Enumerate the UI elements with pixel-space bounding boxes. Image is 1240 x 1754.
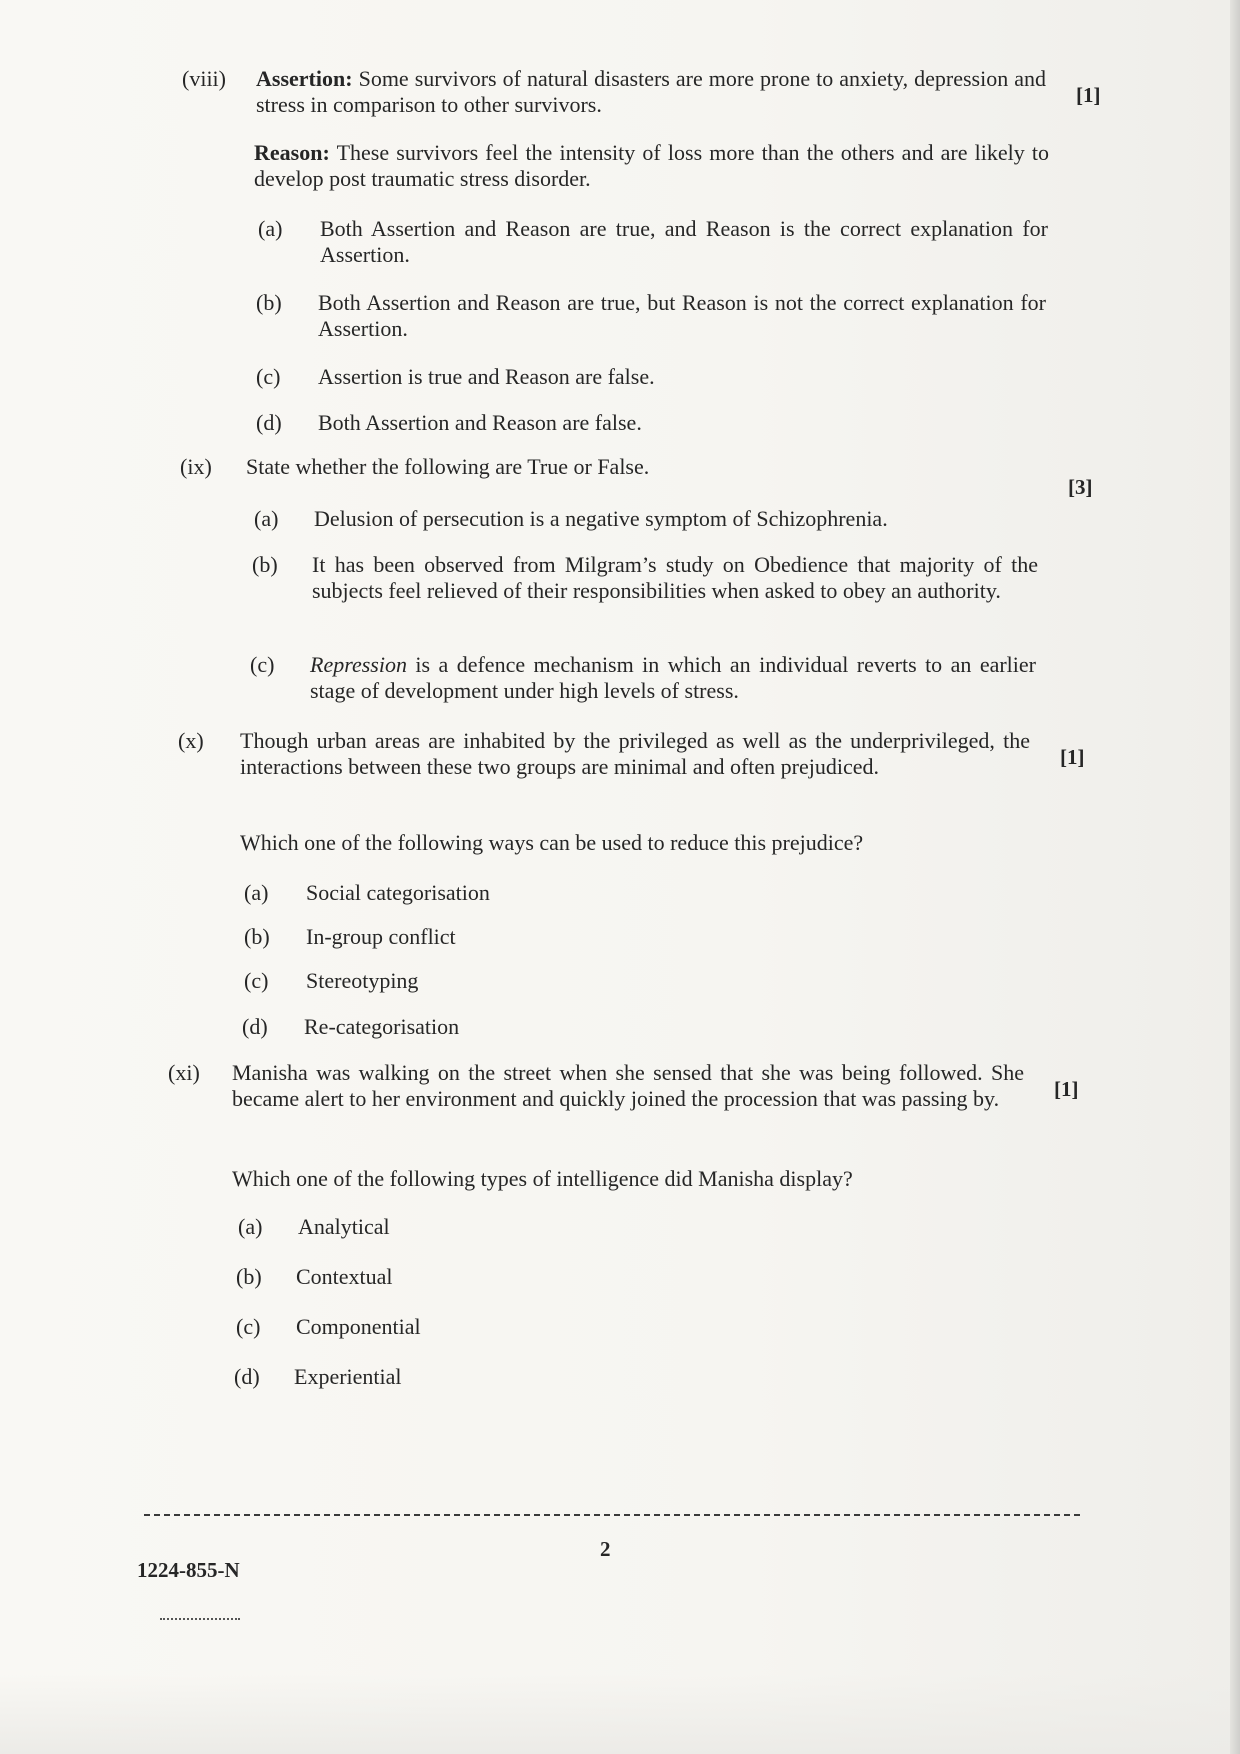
option-label: (b)	[252, 552, 278, 577]
option-xi-b	[236, 1264, 936, 1294]
option-ix-c	[250, 652, 1040, 708]
option-viii-a	[258, 216, 1048, 272]
question-number: (viii)	[182, 66, 226, 91]
option-label: (c)	[236, 1314, 261, 1339]
question-number: (ix)	[180, 454, 212, 479]
marks: [3]	[1068, 475, 1093, 499]
question-xi	[168, 1060, 1088, 1144]
option-x-c	[244, 968, 944, 998]
page-number: 2	[600, 1537, 611, 1561]
reason-text: These survivors feel the intensity of loss more than the others and are likely to develop post traumatic stress disorder.	[254, 140, 1050, 191]
option-viii-b	[256, 290, 1046, 346]
paper-code: 1224-855-N	[137, 1558, 240, 1582]
option-label: (b)	[256, 290, 282, 315]
option-xi-d	[234, 1364, 934, 1394]
option-xi-c	[236, 1314, 936, 1344]
question-xi-prompt	[232, 1166, 1022, 1192]
assertion	[256, 66, 1046, 118]
option-label: (a)	[258, 216, 283, 241]
question-text: Though urban areas are inhabited by the privileged as well as the underprivileged, the interactions between these two groups are minimal and often prejudiced.	[240, 728, 1030, 779]
option-x-b	[244, 924, 944, 954]
option-x-d	[242, 1014, 942, 1044]
option-viii-c	[256, 364, 1046, 394]
option-text: It has been observed from Milgram’s study on Obedience that majority of the subjects feel relieved of their responsibilities when asked to obey an authority.	[312, 552, 1038, 603]
question-x-prompt	[240, 830, 1030, 856]
option-text: In-group conflict	[306, 924, 456, 949]
option-label: (d)	[242, 1014, 268, 1039]
reason-label: Reason:	[254, 140, 330, 165]
option-text: Contextual	[296, 1264, 393, 1289]
question-number: (x)	[178, 728, 204, 753]
scan-shadow-bottom	[0, 1674, 1240, 1754]
option-text: Delusion of persecution is a negative symptom of Schizophrenia.	[314, 506, 888, 531]
option-viii-d	[256, 410, 1046, 440]
reason	[254, 140, 1049, 192]
option-x-a	[244, 880, 944, 910]
option-label: (a)	[244, 880, 269, 905]
marks: [1]	[1054, 1077, 1079, 1101]
option-label: (d)	[256, 410, 282, 435]
option-label: (c)	[256, 364, 281, 389]
option-label: (d)	[234, 1364, 260, 1389]
option-text: Experiential	[294, 1364, 402, 1389]
question-viii	[182, 66, 1112, 126]
marks: [1]	[1076, 83, 1101, 107]
italic-term: Repression	[310, 652, 407, 677]
question-prompt: Which one of the following types of intelligence did Manisha display?	[232, 1166, 853, 1191]
scan-mark	[160, 1618, 240, 1622]
option-text: Both Assertion and Reason are true, but Reason is not the correct explanation for Assertion.	[318, 290, 1046, 341]
option-text: Re-categorisation	[304, 1014, 460, 1039]
question-x	[178, 728, 1098, 812]
option-text: Both Assertion and Reason are true, and Reason is the correct explanation for Assertion.	[320, 216, 1048, 267]
option-ix-a	[254, 506, 1044, 536]
option-text: Stereotyping	[306, 968, 419, 993]
question-text: Manisha was walking on the street when she sensed that she was being followed. She became alert to her environment and quickly joined the procession that was passing by.	[232, 1060, 1024, 1111]
option-label: (b)	[236, 1264, 262, 1289]
option-label: (c)	[244, 968, 269, 993]
option-text	[310, 652, 1036, 704]
option-text: Assertion is true and Reason are false.	[318, 364, 655, 389]
assertion-text: Some survivors of natural disasters are more prone to anxiety, depression and stress in comparison to other survivors.	[256, 66, 1046, 117]
question-text: State whether the following are True or False.	[246, 454, 650, 479]
option-label: (a)	[254, 506, 279, 531]
option-label: (b)	[244, 924, 270, 949]
option-text-rest: is a defence mechanism in which an individual reverts to an earlier stage of development under high levels of stress.	[310, 652, 1036, 703]
marks: [1]	[1060, 745, 1085, 769]
option-xi-a	[238, 1214, 938, 1244]
option-text: Componential	[296, 1314, 421, 1339]
option-label: (c)	[250, 652, 275, 677]
assertion-label: Assertion:	[256, 66, 353, 91]
question-prompt: Which one of the following ways can be used to reduce this prejudice?	[240, 830, 864, 855]
question-number: (xi)	[168, 1060, 200, 1085]
option-text: Both Assertion and Reason are false.	[318, 410, 642, 435]
question-ix	[180, 454, 1100, 499]
scan-shadow-right	[1230, 0, 1240, 1754]
footer-divider	[144, 1514, 1080, 1516]
option-ix-b	[252, 552, 1042, 632]
option-label: (a)	[238, 1214, 263, 1239]
option-text: Analytical	[298, 1214, 390, 1239]
option-text: Social categorisation	[306, 880, 490, 905]
